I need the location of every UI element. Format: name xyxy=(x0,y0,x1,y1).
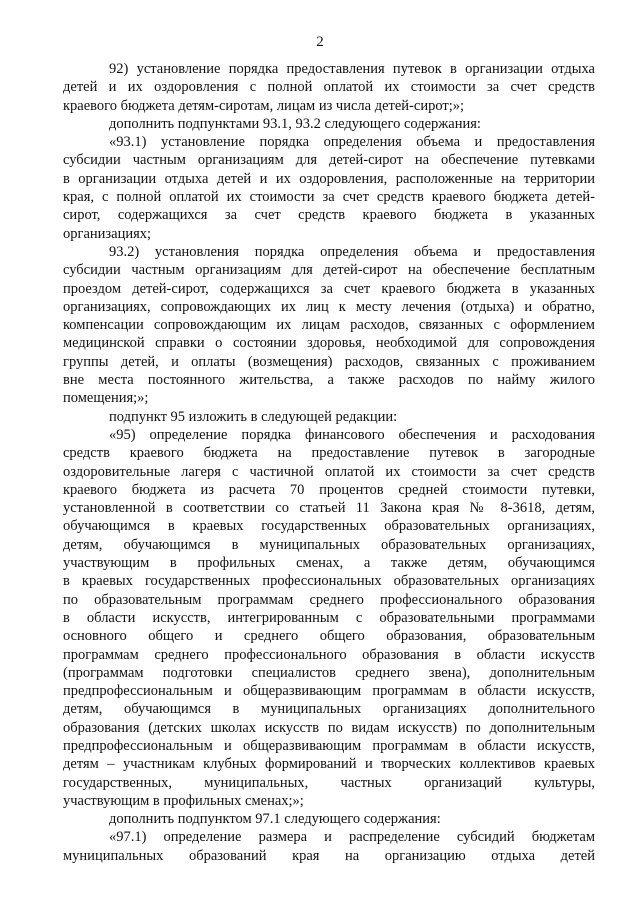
paragraph xyxy=(63,60,595,115)
text-line: программам среднего профессионального образования в области искусств xyxy=(63,646,595,663)
text-line: средств краевого бюджета на предоставление путевок в загородные xyxy=(63,445,595,462)
paragraph xyxy=(63,115,595,133)
text-line: субсидии частным организациям для детей-сирот на обеспечение путевками xyxy=(63,152,595,169)
text-line: государственных, муниципальных, частных организаций культуры, xyxy=(63,774,595,791)
text-line: предпрофессиональным и общеразвивающим программам в области искусств, xyxy=(63,737,595,754)
text-line: детям, обучающимся в муниципальных организациях дополнительного xyxy=(63,701,595,718)
text-line: обучающимся в краевых государственных образовательных организациях, xyxy=(63,518,595,535)
text-line: детям, обучающимся в муниципальных образовательных организациях, xyxy=(63,536,595,553)
text-line: помещения;»; xyxy=(63,390,149,407)
paragraph xyxy=(63,408,595,426)
text-line: установленной в соответствии со статьей 11 Закона края № 8-3618, детям, xyxy=(63,500,595,517)
text-line: «95) определение порядка финансового обеспечения и расходования xyxy=(109,426,595,443)
text-line: компенсации сопровождающим их лицам расходов, связанных с оформлением xyxy=(63,317,595,334)
text-line: детям – участникам клубных формирований и творческих коллективов краевых xyxy=(63,756,595,773)
document-body xyxy=(63,60,595,865)
paragraph xyxy=(63,243,595,408)
text-line: дополнить подпунктом 97.1 следующего содержания: xyxy=(109,811,441,828)
text-line: в области искусств, интегрированным с образовательными программами xyxy=(63,609,595,626)
text-line: медицинской справки о состоянии здоровья, необходимой для сопровождения xyxy=(63,335,595,352)
text-line: участвующим в профильных сменах, а также детям, обучающимся xyxy=(63,555,595,572)
text-line: «93.1) установление порядка определения объема и предоставления xyxy=(109,134,595,151)
text-line: 93.2) установления порядка определения объема и предоставления xyxy=(109,243,595,260)
text-line: основного общего и среднего общего образования, образовательным xyxy=(63,628,595,645)
text-line: краевого бюджета из расчета 70 процентов средней стоимости путевки, xyxy=(63,481,595,498)
text-line: подпункт 95 изложить в следующей редакции: xyxy=(109,408,398,425)
text-line: дополнить подпунктами 93.1, 93.2 следующего содержания: xyxy=(109,115,481,132)
text-line: по образовательным программам среднего профессионального образования xyxy=(63,591,595,608)
text-line: (программам подготовки специалистов среднего звена), дополнительным xyxy=(63,664,595,681)
text-line: сирот, содержащихся за счет средств краевого бюджета в указанных xyxy=(63,207,595,224)
text-line: края, с полной оплатой их стоимости за счет средств краевого бюджета детей- xyxy=(63,189,595,206)
text-line: субсидии частным организациям для детей-сирот на обеспечение бесплатным xyxy=(63,262,595,279)
text-line: организациях, сопровождающих их лиц к месту лечения (отдыха) и обратно, xyxy=(63,298,595,315)
text-line: 92) установление порядка предоставления путевок в организации отдыха xyxy=(109,61,595,77)
paragraph xyxy=(63,133,595,243)
text-line: краевого бюджета детям-сиротам, лицам из числа детей-сирот;»; xyxy=(63,97,465,114)
page-number: 2 xyxy=(316,34,324,50)
text-line: в организации отдыха детей и их оздоровления, расположенные на территории xyxy=(63,170,595,187)
text-line: участвующим в профильных сменах;»; xyxy=(63,792,304,809)
text-line: «97.1) определение размера и распределение субсидий бюджетам xyxy=(109,829,595,846)
paragraph xyxy=(63,828,595,865)
text-line: предпрофессиональным и общеразвивающим программам в области искусств, xyxy=(63,683,595,700)
paragraph xyxy=(63,426,595,810)
text-line: проездом детей-сирот, содержащихся за счет краевого бюджета в указанных xyxy=(63,280,595,297)
text-line: оздоровительные лагеря с частичной оплатой их стоимости за счет средств xyxy=(63,463,595,480)
text-line: детей и их оздоровления с полной оплатой их стоимости за счет средств xyxy=(63,79,595,96)
text-line: группы детей, и оплаты (возмещения) расходов, связанных с проживанием xyxy=(63,353,595,370)
text-line: муниципальных образований края на организацию отдыха детей xyxy=(63,847,595,864)
text-line: организациях; xyxy=(63,225,152,242)
text-line: вне места постоянного жительства, а также расходов по найму жилого xyxy=(63,372,595,389)
paragraph xyxy=(63,810,595,828)
text-line: в краевых государственных профессиональных образовательных организациях xyxy=(63,573,595,590)
text-line: образования (детских школах искусств по видам искусств) по дополнительным xyxy=(63,719,595,736)
